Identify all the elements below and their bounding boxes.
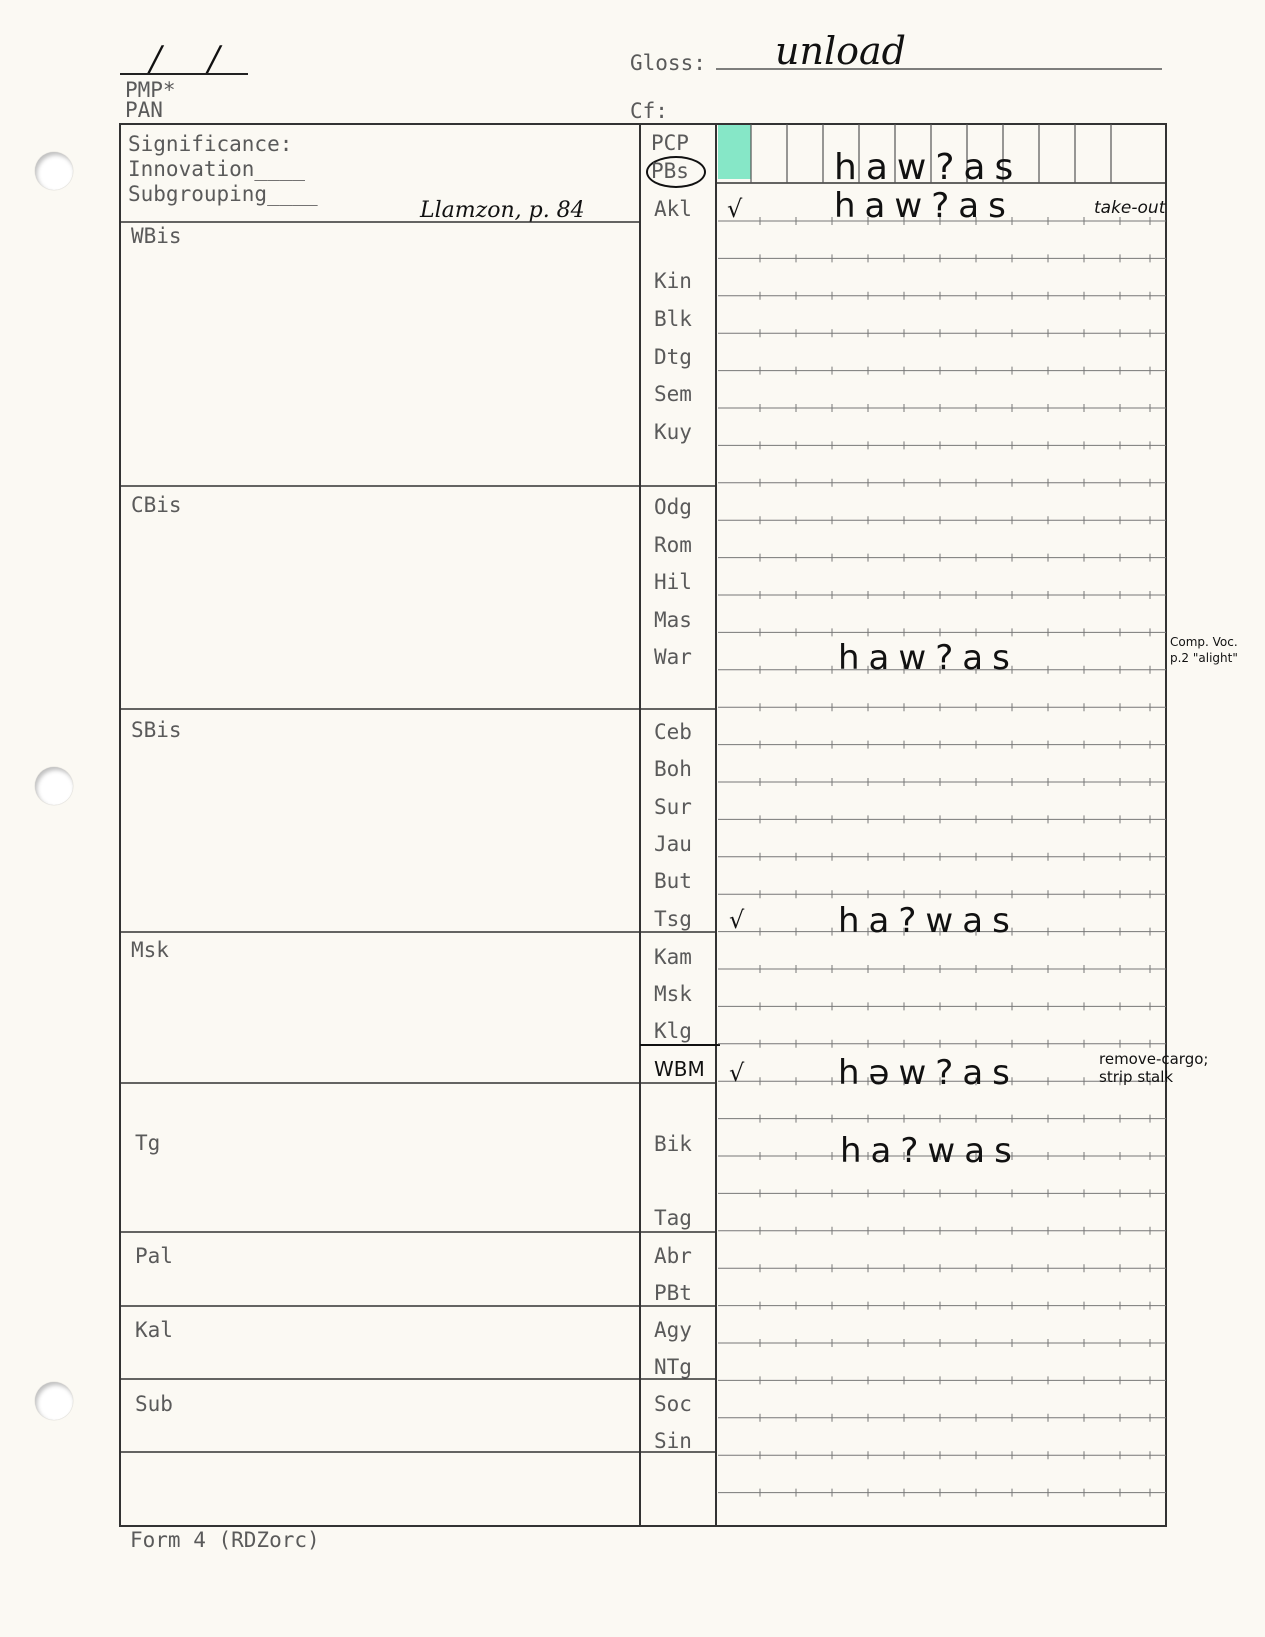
lang-sur: Sur [654, 795, 692, 819]
lang-dtg: Dtg [654, 345, 692, 369]
entry-tsg: ha?was [838, 901, 1019, 941]
lang-abr: Abr [654, 1244, 692, 1268]
lang-blk: Blk [654, 307, 692, 331]
lang-bik: Bik [654, 1132, 692, 1156]
entry-akl: haw?as [834, 186, 1015, 226]
lang-soc: Soc [654, 1392, 692, 1416]
source-note: Llamzon, p. 84 [420, 198, 585, 223]
lang-msk: Msk [654, 982, 692, 1006]
lang-ntg: NTg [654, 1355, 692, 1379]
note-war-1: Comp. Voc. [1170, 635, 1238, 649]
lang-odg: Odg [654, 495, 692, 519]
gloss-label: Gloss: [630, 51, 706, 75]
lang-mas: Mas [654, 608, 692, 632]
entry-wbm: həw?as [838, 1053, 1019, 1093]
row-rules [718, 217, 1166, 1497]
lang-klg: Klg [654, 1019, 692, 1043]
pan-label: PAN [125, 98, 163, 122]
pmp-label: PMP* [125, 78, 176, 102]
check-tsg: √ [729, 906, 745, 934]
innovation-label: Innovation____ [128, 157, 306, 181]
form-footer: Form 4 (RDZorc) [130, 1528, 320, 1552]
check-wbm: √ [729, 1059, 745, 1087]
lang-akl: Akl [654, 197, 692, 221]
lang-hil: Hil [654, 570, 692, 594]
lang-war: War [654, 645, 692, 669]
group-msk: Msk [131, 938, 169, 962]
lang-sem: Sem [654, 382, 692, 406]
lang-tsg: Tsg [654, 907, 692, 931]
gloss-value: unload [775, 29, 906, 73]
group-sbis: SBis [131, 718, 182, 742]
note-akl: take-out [1094, 198, 1166, 218]
cf-label: Cf: [630, 99, 668, 123]
lang-sin: Sin [654, 1429, 692, 1453]
lang-agy: Agy [654, 1318, 692, 1342]
entry-bik: ha?was [840, 1131, 1021, 1171]
lang-kam: Kam [654, 945, 692, 969]
group-tg: Tg [135, 1131, 161, 1155]
significance-title: Significance: [128, 132, 293, 156]
lang-kin: Kin [654, 269, 692, 293]
lang-tag: Tag [654, 1206, 692, 1230]
group-sub: Sub [135, 1392, 173, 1416]
lang-wbm: WBM [654, 1057, 705, 1081]
entry-war: haw?as [838, 638, 1019, 678]
entry-pbs: haw?as [834, 147, 1023, 188]
lang-pcp: PCP [651, 131, 689, 155]
lang-rom: Rom [654, 533, 692, 557]
lang-pbt: PBt [654, 1281, 692, 1305]
note-war-2: p.2 "alight" [1170, 651, 1238, 665]
note-wbm-2: strip stalk [1099, 1068, 1174, 1086]
group-wbis: WBis [131, 224, 182, 248]
date-marks: / / [150, 39, 238, 79]
lang-jau: Jau [654, 832, 692, 856]
pcp-highlight [718, 124, 751, 179]
group-cbis: CBis [131, 493, 182, 517]
group-kal: Kal [135, 1318, 173, 1342]
lang-kuy: Kuy [654, 420, 692, 444]
lang-but: But [654, 869, 692, 893]
subgrouping-label: Subgrouping____ [128, 182, 318, 206]
note-wbm-1: remove-cargo; [1099, 1050, 1209, 1068]
lang-boh: Boh [654, 757, 692, 781]
check-akl: √ [727, 195, 743, 223]
lang-ceb: Ceb [654, 720, 692, 744]
lang-pbs: PBs [651, 159, 689, 183]
group-pal: Pal [135, 1244, 173, 1268]
